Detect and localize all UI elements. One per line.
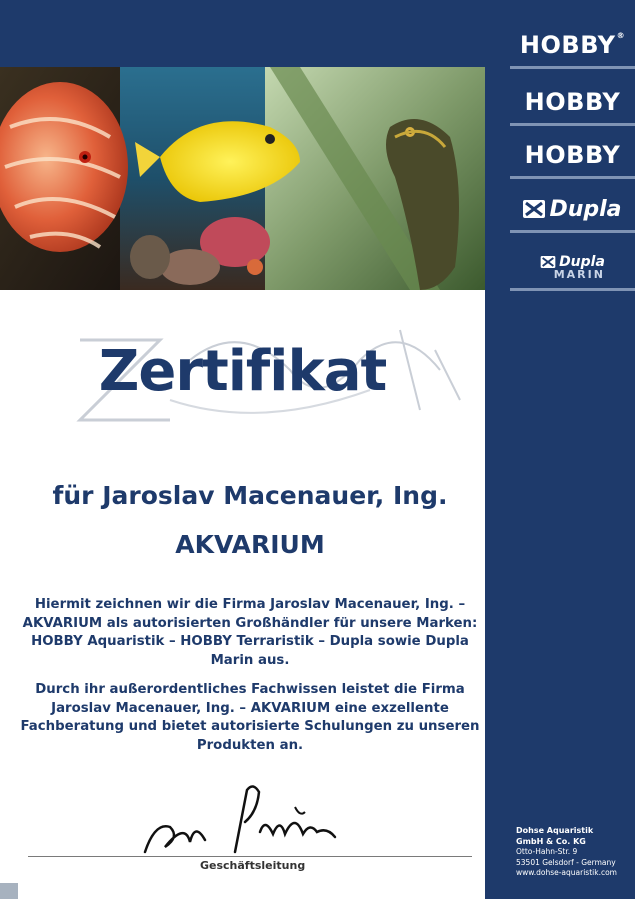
dupla-logo-text: Dupla xyxy=(549,196,622,222)
certificate-paragraph-2: Durch ihr außerordentliches Fachwissen leistet die Firma Jaroslav Macenauer, Ing. – AKVARIUM eine exzellente Fachberatung und bietet autorisierte Schulungen zu unseren Produkten an. xyxy=(20,682,480,753)
corner-swatch xyxy=(0,883,18,899)
company-address xyxy=(516,826,617,879)
logo-hobby-aquaristik xyxy=(510,21,635,69)
signature-label: Geschäftsleitung xyxy=(200,859,306,872)
company-street: Otto-Hahn-Str. 9 xyxy=(516,847,578,856)
marin-label: MARIN xyxy=(553,267,605,281)
logo-hobby-terraristik xyxy=(510,78,635,126)
logo-dupla-marin xyxy=(510,243,635,291)
handwritten-signature xyxy=(135,782,355,862)
hobby-logo-text: HOBBY xyxy=(519,31,616,59)
aquarium-photo xyxy=(0,67,485,290)
signature-line xyxy=(28,856,472,857)
hobby-logo-text: HOBBY xyxy=(524,141,621,169)
registered-mark: ® xyxy=(616,31,626,40)
recipient-name: für Jaroslav Macenauer, Ing. xyxy=(52,481,448,510)
logo-dupla xyxy=(510,185,635,233)
certificate-paragraph-1: Hiermit zeichnen wir die Firma Jaroslav Macenauer, Ing. – AKVARIUM als autorisierten Großhändler für unsere Marken: HOBBY Aquaristik – HOBBY Terraristik – Dupla sowie Dupla Marin aus. xyxy=(22,597,478,668)
recipient-company: AKVARIUM xyxy=(175,530,325,559)
certificate-title: Zertifikat xyxy=(98,339,387,404)
hobby-logo-text: HOBBY xyxy=(524,88,621,116)
company-website: www.dohse-aquaristik.com xyxy=(516,868,617,877)
company-name-line2: GmbH & Co. KG xyxy=(516,836,586,846)
logo-hobby-vivaristik xyxy=(510,131,635,179)
company-name-line1: Dohse Aquaristik xyxy=(516,826,594,835)
company-city: 53501 Gelsdorf - Germany xyxy=(516,857,616,867)
dupla-mark-icon xyxy=(523,200,545,218)
dupla-mark-icon xyxy=(540,256,556,268)
dupla-logo-text: Dupla xyxy=(559,253,605,270)
